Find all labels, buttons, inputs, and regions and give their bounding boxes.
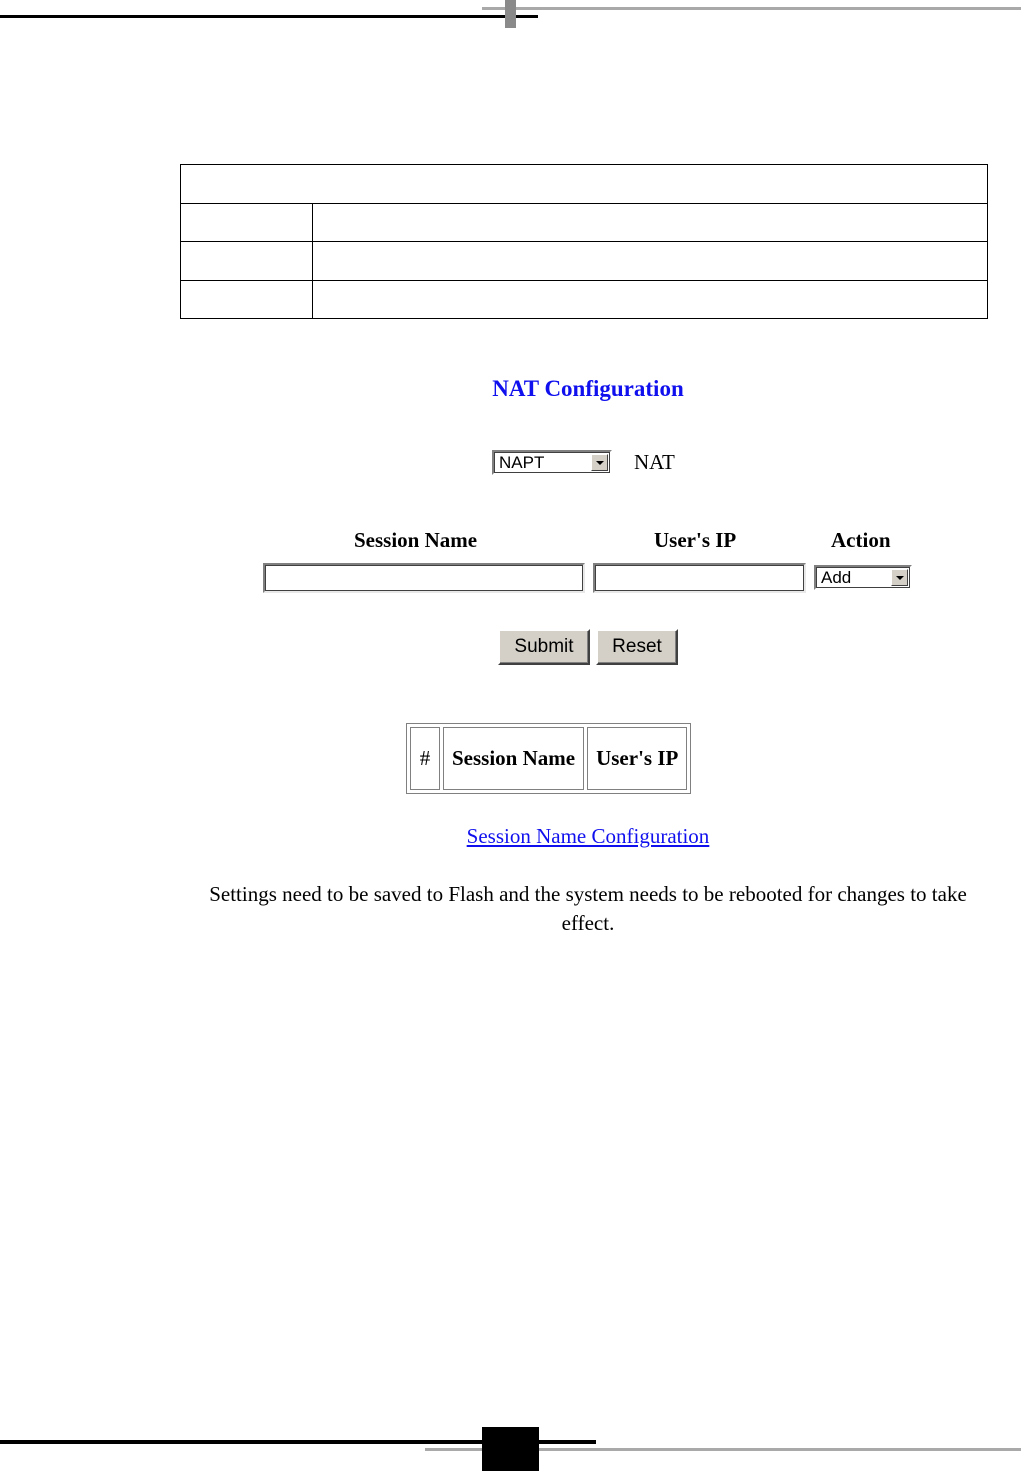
action-select[interactable] <box>814 565 912 590</box>
reset-button[interactable]: Reset <box>596 629 678 665</box>
action-header: Action <box>831 528 891 552</box>
column-header-users-ip: User's IP <box>587 727 687 790</box>
reference-table <box>180 164 988 319</box>
column-header-session-name: Session Name <box>443 727 584 790</box>
header-marker <box>505 0 516 28</box>
session-name-configuration-link[interactable]: Session Name Configuration <box>466 824 710 848</box>
footer-page-marker <box>482 1427 539 1471</box>
users-ip-input[interactable] <box>593 563 806 593</box>
session-table-header-row <box>410 727 687 790</box>
nat-mode-selected-value: NAPT <box>499 453 545 472</box>
reference-table-cell <box>181 280 313 319</box>
action-selected-value: Add <box>821 568 852 587</box>
users-ip-header: User's IP <box>654 528 737 552</box>
session-table <box>406 723 691 794</box>
header-rule-black <box>0 15 538 18</box>
session-name-header: Session Name <box>354 528 478 552</box>
column-header-number: # <box>410 727 440 790</box>
page-title: NAT Configuration <box>492 376 684 401</box>
reference-table-cell <box>181 242 313 281</box>
nat-mode-select[interactable] <box>492 450 612 475</box>
reboot-note: Settings need to be saved to Flash and the system needs to be rebooted for changes to take effect. <box>209 882 967 935</box>
reference-table-header-cell <box>181 165 988 204</box>
session-name-input[interactable] <box>263 563 585 593</box>
reference-table-cell <box>313 203 988 242</box>
nat-mode-label: NAT <box>634 450 675 474</box>
reference-table-cell <box>313 280 988 319</box>
chevron-down-icon[interactable] <box>891 569 908 586</box>
submit-button[interactable]: Submit <box>498 629 590 665</box>
reference-table-cell <box>181 203 313 242</box>
chevron-down-icon[interactable] <box>591 454 608 471</box>
header-rule-gray <box>482 7 1021 10</box>
reference-table-cell <box>313 242 988 281</box>
